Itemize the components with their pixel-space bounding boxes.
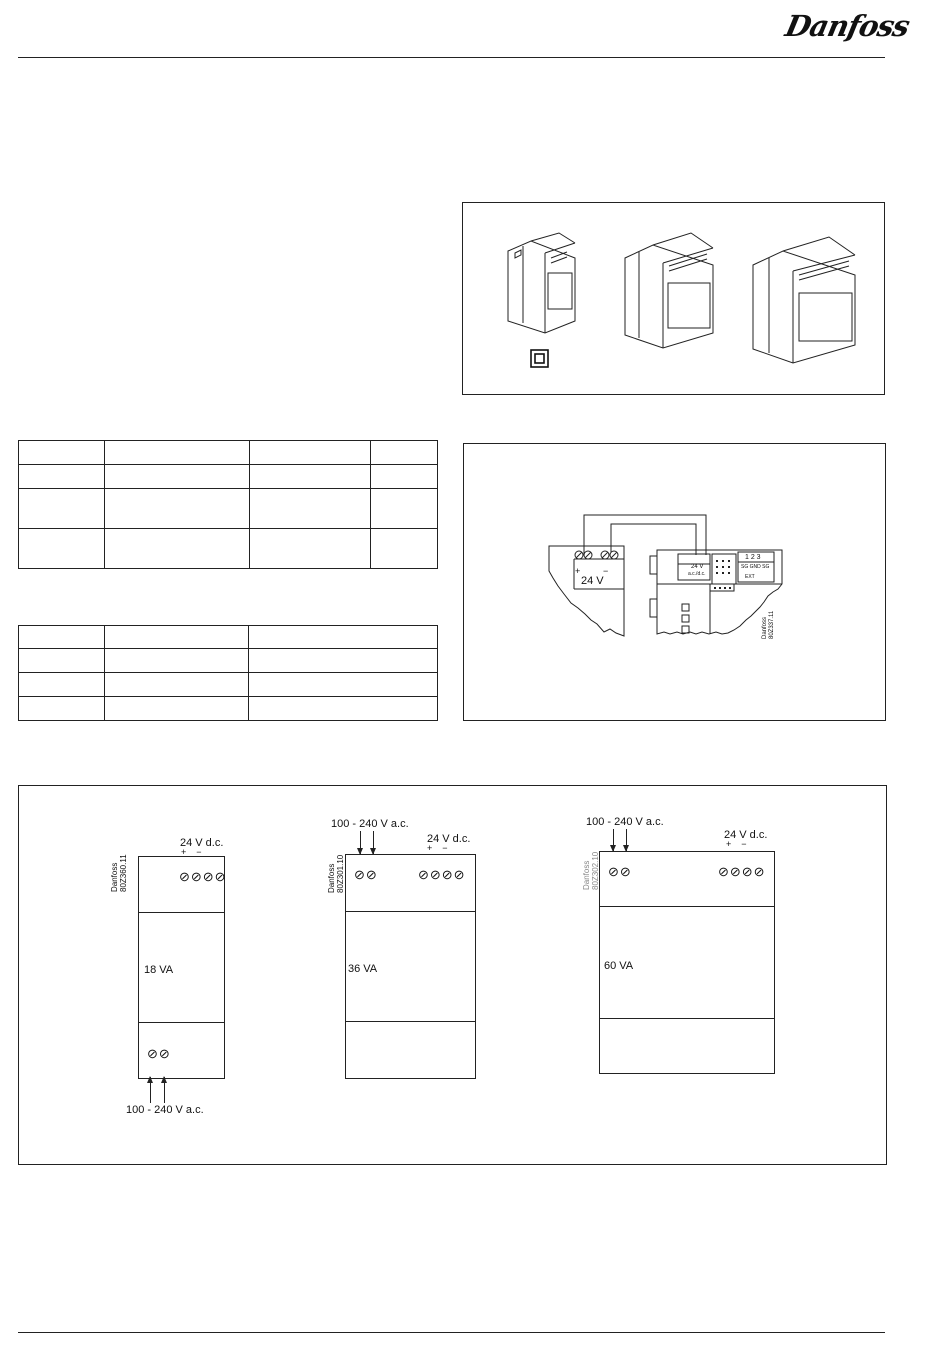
- screw-terminal-icon: ⊘⊘: [147, 1046, 171, 1061]
- input-arrow-icon: [373, 831, 374, 854]
- wiring-diagram-panel: [463, 443, 886, 721]
- input-arrow-icon: [150, 1077, 151, 1103]
- module-60va-polarity: + −: [726, 839, 747, 849]
- module-36va-output: 24 V d.c.: [427, 833, 471, 845]
- input-arrow-icon: [613, 829, 614, 851]
- module-18va-input: 100 - 240 V a.c.: [126, 1104, 204, 1116]
- table-row: [19, 529, 438, 569]
- table-row: [19, 441, 438, 465]
- module-18va-output: 24 V d.c.: [180, 837, 224, 849]
- supply-screw-terminals: [575, 551, 618, 559]
- terminal-tags: SG GND SG: [741, 564, 770, 570]
- input-arrow-icon: [164, 1077, 165, 1103]
- module-18va-outline: [138, 856, 225, 1079]
- input-arrow-icon: [360, 831, 361, 854]
- wire-plus: [584, 515, 706, 555]
- terminal-numbers: 1 2 3: [745, 554, 761, 561]
- module-18va-ref: Danfoss 80Z360.11: [110, 854, 128, 892]
- supply-voltage-label: 24 V: [581, 575, 604, 587]
- module-36va-polarity: + −: [427, 843, 448, 853]
- footer-rule: [18, 1332, 885, 1333]
- wiring-drawing: [464, 444, 885, 720]
- module-36va-ref: Danfoss 80Z301.10: [327, 854, 345, 893]
- screw-terminal-icon: ⊘⊘: [354, 867, 378, 882]
- controller-voltage-label: 24 V: [691, 564, 704, 570]
- screw-terminal-icon: ⊘⊘: [608, 864, 632, 879]
- module-60va-rating: 60 VA: [604, 960, 634, 972]
- power-supply-illustrations: [463, 203, 884, 394]
- double-insulation-icon: [531, 350, 548, 367]
- module-60va-output: 24 V d.c.: [724, 829, 768, 841]
- module-60va-input: 100 - 240 V a.c.: [586, 816, 664, 828]
- screw-terminal-icon: ⊘⊘⊘⊘: [179, 869, 227, 884]
- table-row: [19, 489, 438, 529]
- module-18va-polarity: + −: [181, 847, 202, 857]
- supply-minus-label: −: [603, 566, 609, 576]
- table-row: [19, 626, 438, 649]
- module-60va-outline: [599, 851, 775, 1074]
- header-rule: [18, 57, 885, 58]
- module-36va-rating: 36 VA: [348, 963, 378, 975]
- controller-type-label: a.c./d.c.: [688, 571, 706, 577]
- module-18va-rating: 18 VA: [144, 964, 174, 976]
- input-arrow-icon: [626, 829, 627, 851]
- product-illustration-panel: [462, 202, 885, 395]
- connector-pins: [714, 560, 731, 589]
- table-row: [19, 465, 438, 489]
- terminal-layout-panel: [18, 785, 887, 1165]
- module-36va-input: 100 - 240 V a.c.: [331, 818, 409, 830]
- table-row: [19, 697, 438, 721]
- table-row: [19, 673, 438, 697]
- danfoss-logo: Danfoss: [782, 9, 913, 43]
- module-36va-outline: [345, 854, 476, 1079]
- wiring-reference-code: Danfoss 80Z337.11: [762, 610, 775, 639]
- ext-label: EXT: [745, 574, 755, 580]
- screw-terminal-icon: ⊘⊘⊘⊘: [418, 867, 466, 882]
- module-60va-ref: Danfoss 80Z302.10: [582, 851, 600, 890]
- screw-terminal-icon: ⊘⊘⊘⊘: [718, 864, 766, 879]
- table-row: [19, 649, 438, 673]
- supply-plus-label: +: [575, 566, 581, 576]
- specification-table: [18, 440, 438, 569]
- ordering-table: [18, 625, 438, 721]
